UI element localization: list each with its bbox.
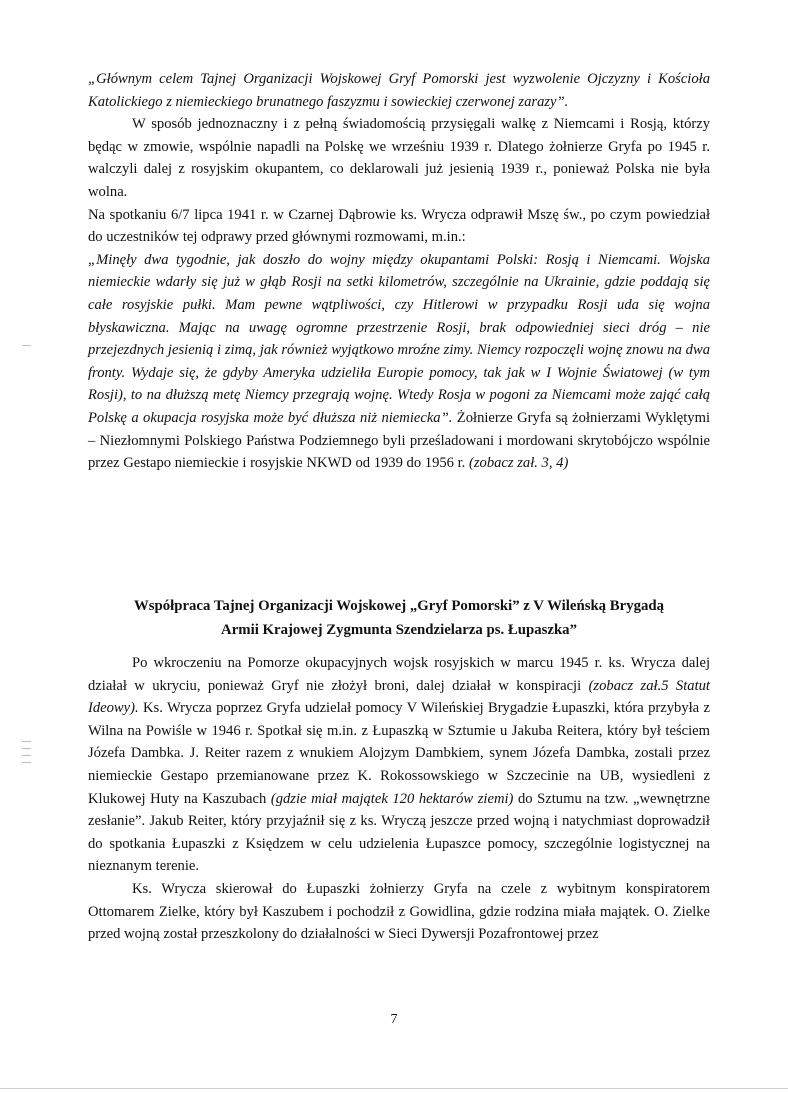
paragraph xyxy=(88,878,710,946)
scan-mark xyxy=(22,762,31,763)
scan-mark xyxy=(22,345,31,346)
body-text-top xyxy=(88,68,710,475)
paragraph xyxy=(88,113,710,203)
italic-text-run: „Minęły dwa tygodnie, jak doszło do wojny między okupantami Polski: Rosją i Niemcami. Wojska niemieckie wdarły się już w głąb Rosji na setki kilometrów, szczególnie na Ukrainie, gdzie poddają się całe rosyjskie pułki. Mam pewne wątpliwości, czy Hitlerowi w przypadku Rosji uda się wojna błyskawiczna. Mając na uwagę ogromne przestrzenie Rosji, brak odpowiedniej sieci dróg – nie przejezdnych jesienią i zimą, jak również wyjątkowo mroźne zimy. Niemcy rozpoczęli wojnę znowu na dwa fronty. Wydaje się, że gdyby Ameryka udzieliła Europie pomocy, tak jak w I Wojnie Światowej (w tym Rosji), to na dłuższą metę Niemcy przegrają wojnę. Wtedy Rosja w pogoni za Niemcami może zająć całą Polskę a okupacja rosyjska może być dłuższa niż niemiecka”. xyxy=(88,251,710,426)
italic-text-run: „Głównym celem Tajnej Organizacji Wojskowej Gryf Pomorski jest wyzwolenie Ojczyzny i Kościoła Katolickiego z niemieckiego brunatnego faszyzmu i sowieckiej czerwonej zarazy”. xyxy=(88,71,710,110)
body-text-bottom xyxy=(88,652,710,946)
italic-text-run: (zobacz zał. 3, 4) xyxy=(468,455,569,472)
page-bottom-edge xyxy=(0,1088,788,1089)
scan-mark xyxy=(22,748,31,749)
section-heading xyxy=(88,594,710,642)
paragraph xyxy=(88,204,710,249)
text-run: Po wkroczeniu na Pomorze okupacyjnych wojsk rosyjskich w marcu 1945 r. ks. Wrycza dalej działał w ukryciu, ponieważ Gryf nie złożył broni, dalej działał w konspiracji xyxy=(88,655,710,694)
page-number: 7 xyxy=(390,1012,398,1027)
paragraph xyxy=(88,652,710,878)
text-run: Żołnierze Gryfa są żołnierzami Wyklętymi – Niezłomnymi Polskiego Państwa Podziemnego byli prześladowani i mordowani skrytobójczo wspólnie przez Gestapo niemieckie i rosyjskie NKWD od 1939 do 1956 r. xyxy=(88,409,710,472)
heading-line: Współpraca Tajnej Organizacji Wojskowej „Gryf Pomorski” z V Wileńską Brygadą xyxy=(133,598,665,614)
text-run: Ks. Wrycza poprzez Gryfa udzielał pomocy V Wileńskiej Brygadzie Łupaszki, która przybyła z Wilna na Powiśle w 1946 r. Spotkał się m.in. z Łupaszką w Sztumie u Jakuba Reitera, który był teściem Józefa Dambka. J. Reiter razem z wnukiem Alojzym Dambkiem, synem Józefa Dambka, zostali przez niemieckie Gestapo przemianowane przez K. Rokossowskiego w Szczecinie na UB, wysiedleni z Klukowej Huty na Kaszubach xyxy=(88,700,710,807)
scan-mark xyxy=(22,741,31,742)
text-run: W sposób jednoznaczny i z pełną świadomością przysięgali walkę z Niemcami i Rosją, którzy będąc w zmowie, wspólnie napadli na Polskę we wrześniu 1939 r. Dlatego żołnierze Gryfa po 1945 r. walczyli dalej z rosyjskim okupantem, co deklarowali już jesienią 1939 r., ponieważ Polska nie była wolna. xyxy=(88,116,710,200)
scan-mark xyxy=(22,755,31,756)
paragraph xyxy=(88,68,710,113)
italic-text-run: (gdzie miał majątek 120 hektarów ziemi) xyxy=(270,790,514,807)
text-run: Na spotkaniu 6/7 lipca 1941 r. w Czarnej Dąbrowie ks. Wrycza odprawił Mszę św., po czym powiedział do uczestników tej odprawy przed głównymi rozmowami, m.in.: xyxy=(88,206,710,246)
italic-text-run: (zobacz zał.5 Statut Ideowy). xyxy=(88,677,710,717)
heading-line: Armii Krajowej Zygmunta Szendzielarza ps. Łupaszka” xyxy=(221,622,577,638)
paragraph xyxy=(88,249,710,475)
text-run: Ks. Wrycza skierował do Łupaszki żołnierzy Gryfa na czele z wybitnym konspiratorem Ottomarem Zielke, który był Kaszubem i pochodził z Gowidlina, gdzie rodzina miała majątek. O. Zielke przed wojną został przeszkolony do działalności w Sieci Dywersji Pozafrontowej przez xyxy=(88,880,710,943)
text-run: do Sztumu na tzw. „wewnętrzne zesłanie”. Jakub Reiter, który przyjaźnił się z ks. Wryczą jeszcze przed wojną i natychmiast doprowadził do spotkania Łupaszki z Księdzem w celu udzielenia Łupaszce pomocy, szczególnie logistycznej na nieznanym terenie. xyxy=(88,790,710,875)
